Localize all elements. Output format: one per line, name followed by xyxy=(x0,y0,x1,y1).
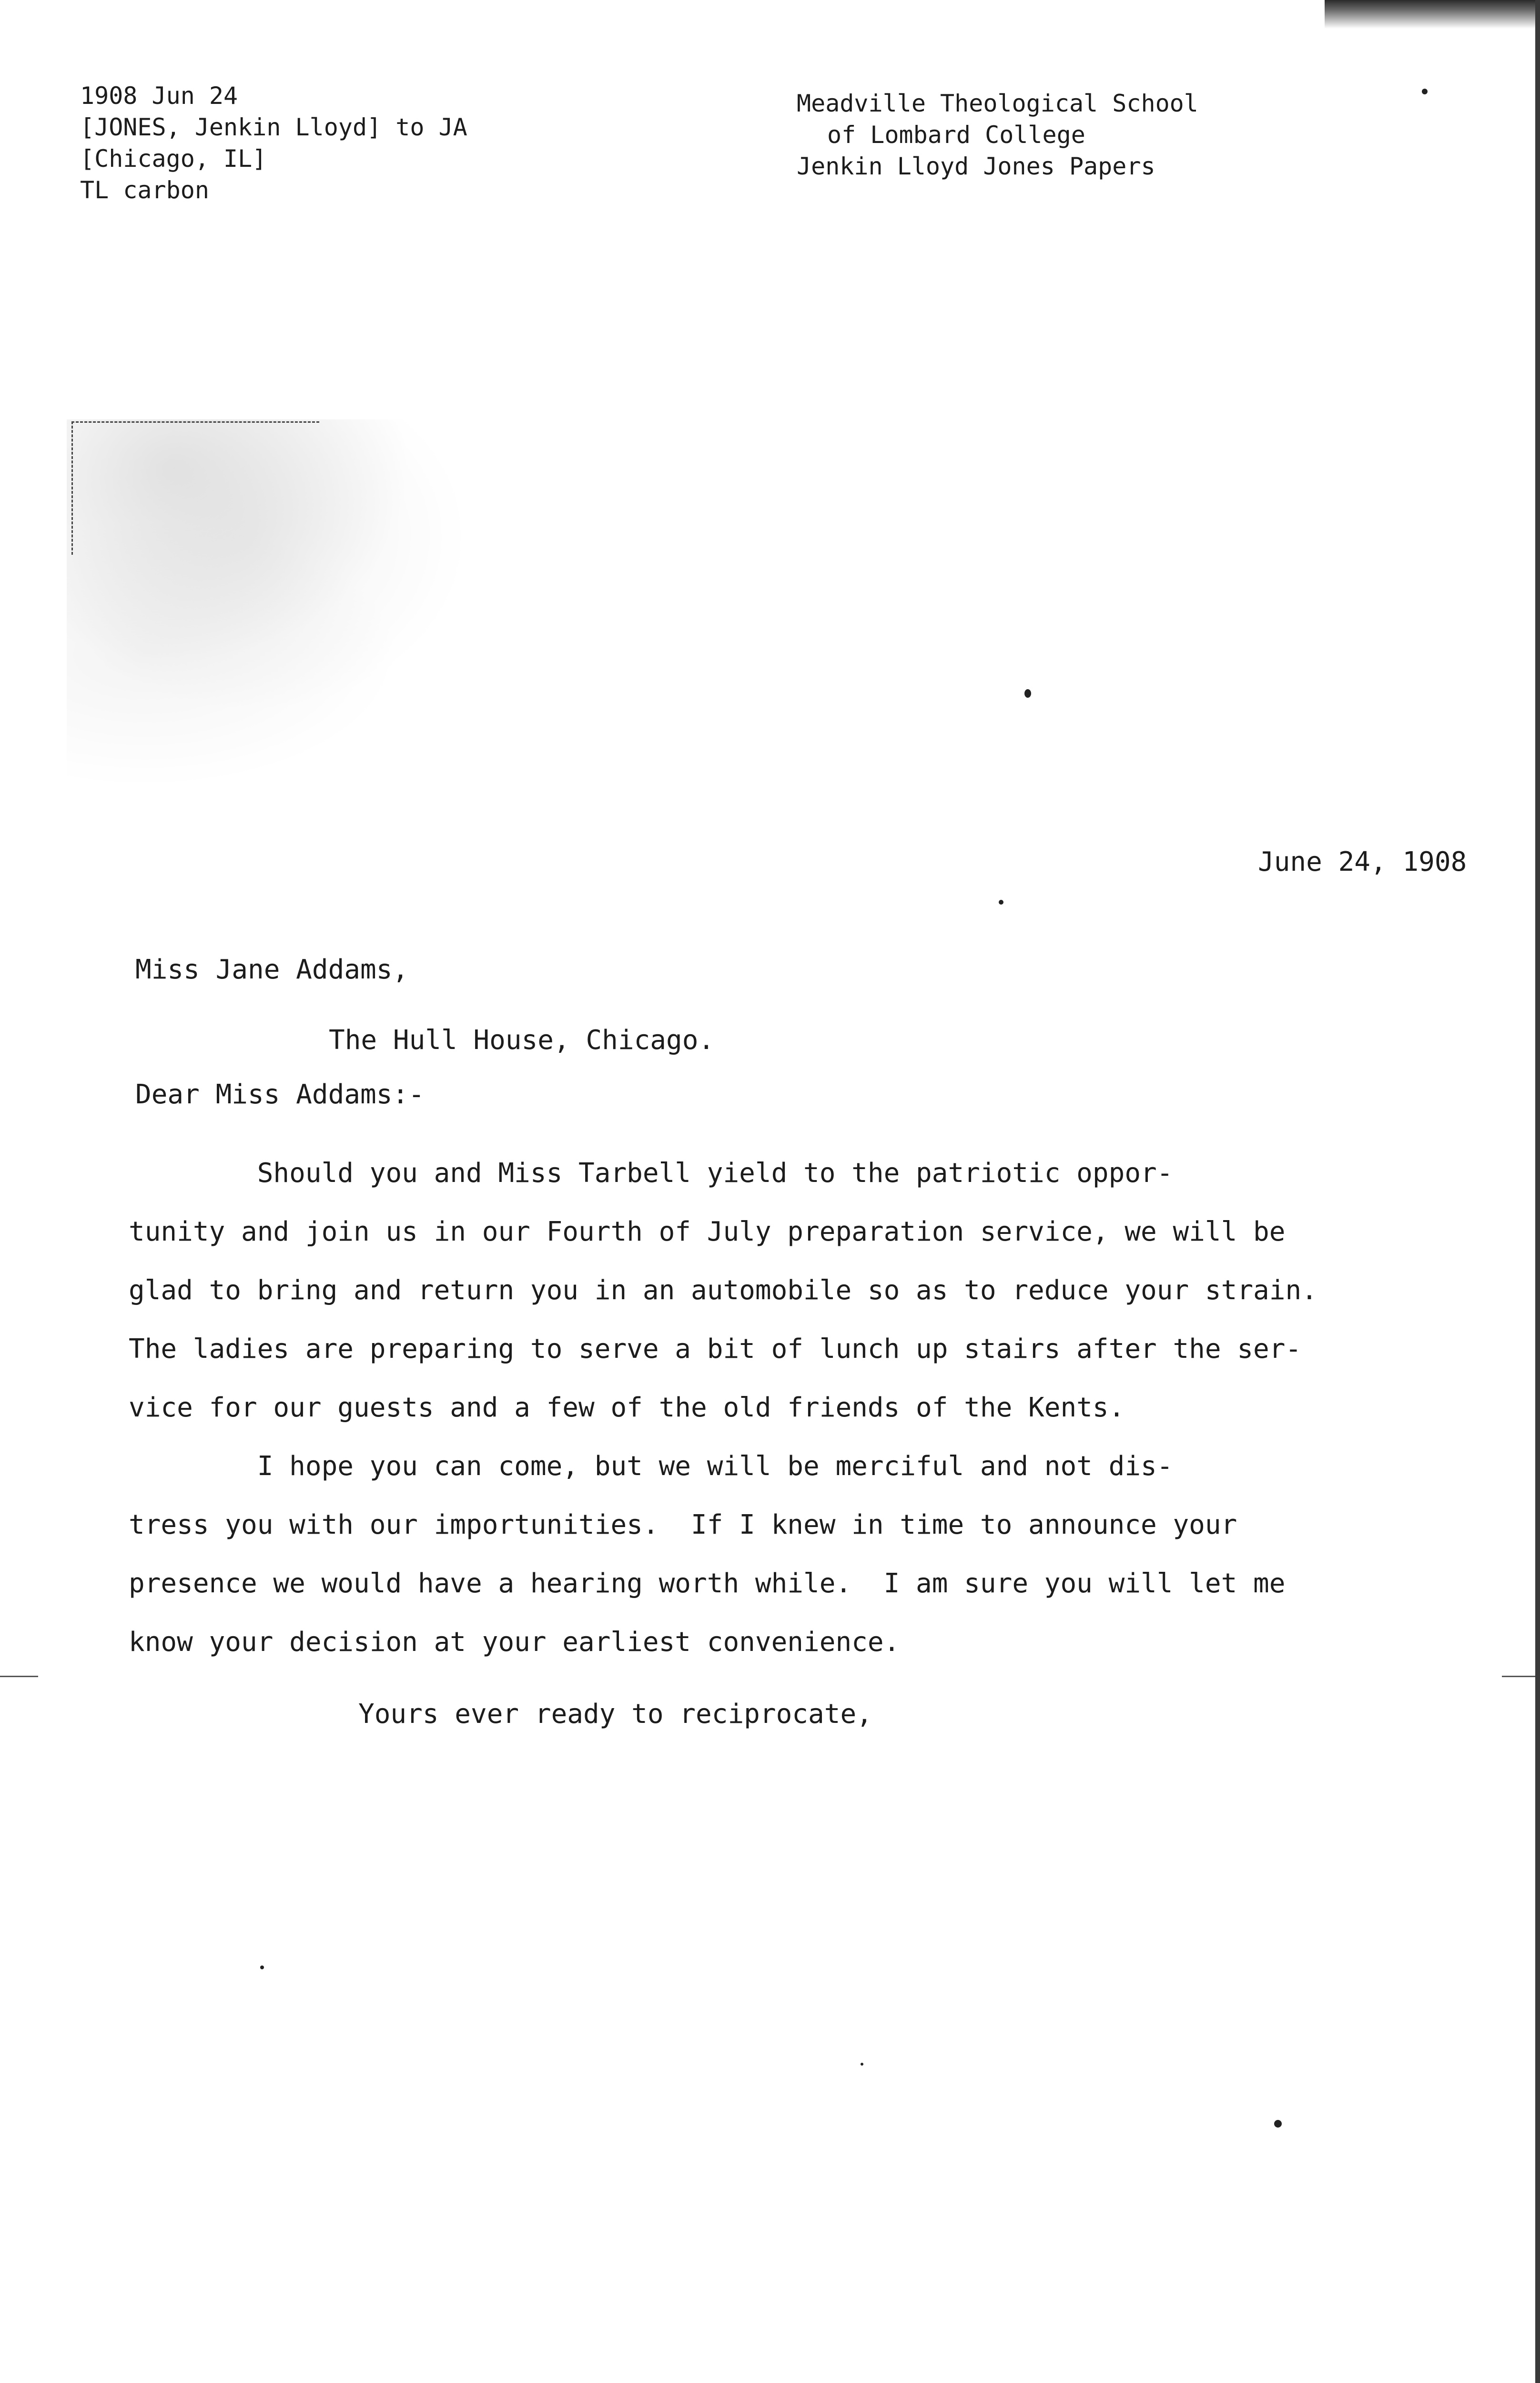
archive-institution: Meadville Theological School xyxy=(797,90,1198,117)
faded-letterhead-smudge xyxy=(67,419,591,810)
letter-address: The Hull House, Chicago. xyxy=(329,1025,715,1056)
catalog-header xyxy=(80,80,467,206)
body-line: tunity and join us in our Fourth of July preparation service, we will be xyxy=(129,1216,1286,1247)
body-line: vice for our guests and a few of the old friends of the Kents. xyxy=(129,1392,1125,1423)
body-line: tress you with our importunities. If I knew in time to announce your xyxy=(129,1509,1237,1540)
scan-edge-right xyxy=(1535,0,1540,2383)
letter-body xyxy=(129,1144,1444,1671)
body-line: Should you and Miss Tarbell yield to the patriotic oppor- xyxy=(129,1158,1173,1189)
letter-salutation: Dear Miss Addams:- xyxy=(135,1079,425,1110)
scan-edge-top xyxy=(1325,0,1540,29)
fold-mark-right xyxy=(1502,1676,1535,1677)
body-line: glad to bring and return you in an automobile so as to reduce your strain. xyxy=(129,1275,1317,1306)
body-line: The ladies are preparing to serve a bit of lunch up stairs after the ser- xyxy=(129,1334,1302,1365)
letter-addressee: Miss Jane Addams, xyxy=(135,954,409,985)
archive-collection: Jenkin Lloyd Jones Papers xyxy=(797,153,1155,180)
body-line: presence we would have a hearing worth while. I am sure you will let me xyxy=(129,1568,1286,1599)
catalog-place: [Chicago, IL] xyxy=(80,145,267,173)
fold-mark-left xyxy=(0,1676,38,1677)
ink-speck xyxy=(1024,689,1031,698)
catalog-correspondents: [JONES, Jenkin Lloyd] to JA xyxy=(80,113,467,141)
ink-speck xyxy=(1422,89,1428,94)
body-line: know your decision at your earliest convenience. xyxy=(129,1627,900,1658)
body-line: I hope you can come, but we will be merciful and not dis- xyxy=(129,1451,1173,1482)
ink-speck xyxy=(999,900,1003,905)
letter-closing: Yours ever ready to reciprocate, xyxy=(358,1699,872,1730)
letterhead-border-left xyxy=(71,421,74,555)
archive-header xyxy=(797,88,1198,182)
letterhead-border-top xyxy=(71,421,319,424)
catalog-format: TL carbon xyxy=(80,176,209,204)
letter-date: June 24, 1908 xyxy=(1258,846,1467,877)
ink-speck xyxy=(260,1965,264,1969)
catalog-date: 1908 Jun 24 xyxy=(80,82,238,110)
ink-speck xyxy=(861,2063,863,2066)
ink-speck xyxy=(1274,2120,1282,2128)
archive-college: of Lombard College xyxy=(827,121,1085,149)
